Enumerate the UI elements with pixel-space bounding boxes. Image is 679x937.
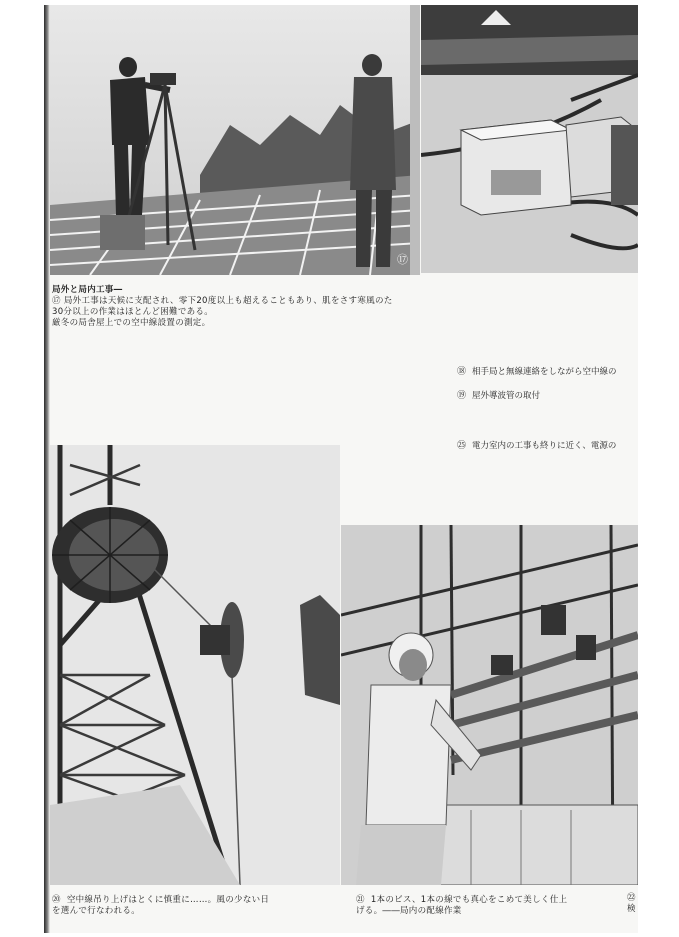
caption-line-2: 30分以上の作業はほとんど困難である。 bbox=[52, 307, 214, 317]
side-note-18: ⑱ 相手局と無線連絡をしながら空中線の bbox=[457, 367, 617, 377]
caption-wiring-number: ㉑ bbox=[356, 895, 365, 905]
caption-line-3: 厳冬の局舎屋上での空中線設置の測定。 bbox=[52, 318, 211, 328]
caption-edge: ㉒ 検 bbox=[627, 893, 636, 914]
photo-antenna-lift bbox=[50, 445, 340, 885]
caption-line-1: ⑰ 局外工事は天候に支配され、零下20度以上も超えることもあり、肌をさす寒風のた bbox=[52, 296, 393, 306]
caption-heading: 局外と局内工事― bbox=[52, 285, 123, 295]
main-caption bbox=[52, 285, 393, 329]
photo-rooftop-equipment bbox=[421, 5, 638, 273]
caption-wiring: ㉑ 1本のビス、1本の線でも真心をこめて美しく仕上 げる。――局内の配線作業 bbox=[356, 895, 568, 916]
side-note-25: ㉕ 電力室内の工事も終りに近く、電源の bbox=[457, 441, 617, 451]
photo-indoor-wiring bbox=[341, 525, 638, 885]
photo-rooftop-survey bbox=[50, 5, 420, 275]
caption-antenna: ⑳ 空中線吊り上げはとくに慎重に……。風の少ない日 を選んで行なわれる。 bbox=[52, 895, 270, 916]
photo-17-number: ⑰ bbox=[397, 253, 408, 266]
caption-antenna-number: ⑳ bbox=[52, 895, 61, 905]
caption-marker: ⑰ bbox=[52, 296, 61, 306]
side-note-19: ⑲ 屋外導波管の取付 bbox=[457, 391, 541, 401]
